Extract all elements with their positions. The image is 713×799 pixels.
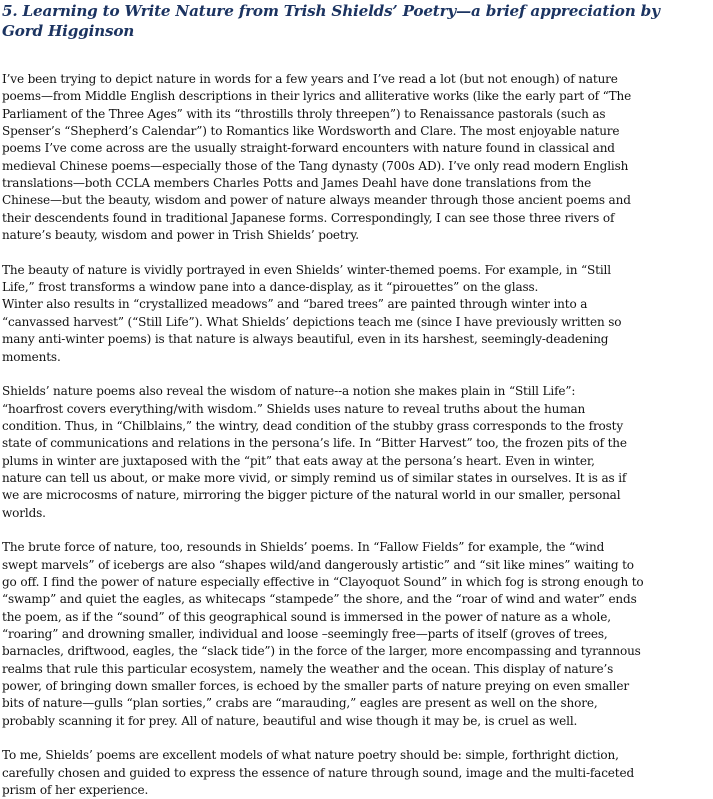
text-line: carefully chosen and guided to express the essence of nature through sound, image and the multi-faceted	[2, 765, 635, 780]
text-line: Spenser’s “Shepherd’s Calendar”) to Romantics like Wordsworth and Clare. The most enjoyable nature	[2, 124, 620, 139]
text-line: realms that rule this particular ecosystem, namely the weather and the ocean. This display of nature’s	[2, 661, 614, 676]
text-line: worlds.	[2, 505, 46, 520]
paragraph-spacer	[2, 730, 711, 747]
text-line: I’ve been trying to depict nature in words for a few years and I’ve read a lot (but not enough) of nature	[2, 72, 618, 86]
text-line: go off. I find the power of nature especially effective in “Clayoquot Sound” in which fog is strong enough to	[2, 574, 644, 589]
paragraph-beauty	[2, 262, 711, 366]
text-line: many anti-winter poems) is that nature is always beautiful, even in its harshest, seemingly-deadening	[2, 332, 609, 347]
text-line: poems—from Middle English descriptions in their lyrics and alliterative works (like the early part of “The	[2, 89, 632, 104]
paragraph-spacer	[2, 366, 711, 383]
paragraph-wisdom	[2, 383, 711, 522]
paragraph-conclusion	[2, 747, 711, 799]
text-line: we are microcosms of nature, mirroring the bigger picture of the natural world in our smaller, personal	[2, 488, 621, 503]
text-line: condition. Thus, in “Chilblains,” the wintry, dead condition of the stubby grass corresponds to the frosty	[2, 418, 624, 433]
text-line: their descendents found in traditional Japanese forms. Correspondingly, I can see those three rivers of	[2, 210, 615, 225]
text-line: the poem, as if the “sound” of this geographical sound is immersed in the power of nature as a whole,	[2, 609, 611, 624]
article-heading	[2, 0, 711, 41]
text-line: nature can tell us about, or make more vivid, or simply remind us of similar states in ourselves. It is as if	[2, 470, 627, 485]
text-line: barnacles, driftwood, eagles, the “slack tide”) in the force of the larger, more encompassing and tyrannous	[2, 644, 641, 659]
text-line: “swamp” and quiet the eagles, as whitecaps “stampede” the shore, and the “roar of wind and water” ends	[2, 592, 637, 607]
text-line: state of communications and relations in the persona’s life. In “Bitter Harvest” too, the frozen pits of the	[2, 436, 627, 451]
text-line: To me, Shields’ poems are excellent models of what nature poetry should be: simple, forthright diction,	[2, 748, 619, 763]
text-line: nature’s beauty, wisdom and power in Trish Shields’ poetry.	[2, 228, 359, 243]
text-line: “hoarfrost covers everything/with wisdom.” Shields uses nature to reveal truths about the human	[2, 401, 586, 416]
text-line: probably scanning it for prey. All of nature, beautiful and wise though it may be, is cruel as well.	[2, 713, 578, 728]
text-line: The brute force of nature, too, resounds in Shields’ poems. In “Fallow Fields” for example, the “wind	[2, 540, 605, 555]
article	[2, 0, 711, 799]
article-body	[2, 71, 711, 799]
heading-line-author: Gord Higginson	[2, 21, 135, 40]
text-line: Winter also results in “crystallized meadows” and “bared trees” are painted through winter into a	[2, 297, 588, 312]
text-line: “canvassed harvest” (“Still Life”). What Shields’ depictions teach me (since I have previously written so	[2, 314, 622, 329]
text-line: medieval Chinese poems—especially those of the Tang dynasty (700s AD). I’ve only read modern English	[2, 158, 629, 173]
text-line: swept marvels” of icebergs are also “shapes wild/and dangerously artistic” and “sit like mines” waiting to	[2, 557, 634, 572]
paragraph-spacer	[2, 522, 711, 539]
text-line: plums in winter are juxtaposed with the “pit” that eats away at the persona’s heart. Even in winter,	[2, 453, 595, 468]
text-line: prism of her experience.	[2, 783, 149, 798]
heading-line: 5. Learning to Write Nature from Trish Shields’ Poetry—a brief appreciation by	[2, 2, 660, 20]
text-line: Shields’ nature poems also reveal the wisdom of nature--a notion she makes plain in “Still Life”:	[2, 384, 576, 399]
text-line: moments.	[2, 349, 61, 364]
text-line: Life,” frost transforms a window pane into a dance-display, as it “pirouettes” on the glass.	[2, 280, 539, 295]
text-line: translations—both CCLA members Charles Potts and James Deahl have done translations from the	[2, 176, 592, 191]
text-line: Chinese—but the beauty, wisdom and power of nature always meander through those ancient poems and	[2, 193, 631, 208]
paragraph-power	[2, 539, 711, 730]
text-line: The beauty of nature is vividly portrayed in even Shields’ winter-themed poems. For example, in “Still	[2, 262, 611, 277]
text-line: “roaring” and drowning smaller, individual and loose –seemingly free—parts of itself (groves of trees,	[2, 627, 608, 641]
text-line: bits of nature—gulls “plan sorties,” crabs are “marauding,” eagles are present as well on the shore,	[2, 696, 598, 711]
paragraph-intro	[2, 71, 711, 244]
text-line: poems I’ve come across are the usually straight-forward encounters with nature found in classical and	[2, 141, 615, 156]
text-line: Parliament of the Three Ages” with its “throstills throly threepen”) to Renaissance pastorals (such as	[2, 106, 606, 121]
paragraph-spacer	[2, 244, 711, 261]
text-line: power, of bringing down smaller forces, is echoed by the smaller parts of nature preying on even smaller	[2, 679, 629, 694]
